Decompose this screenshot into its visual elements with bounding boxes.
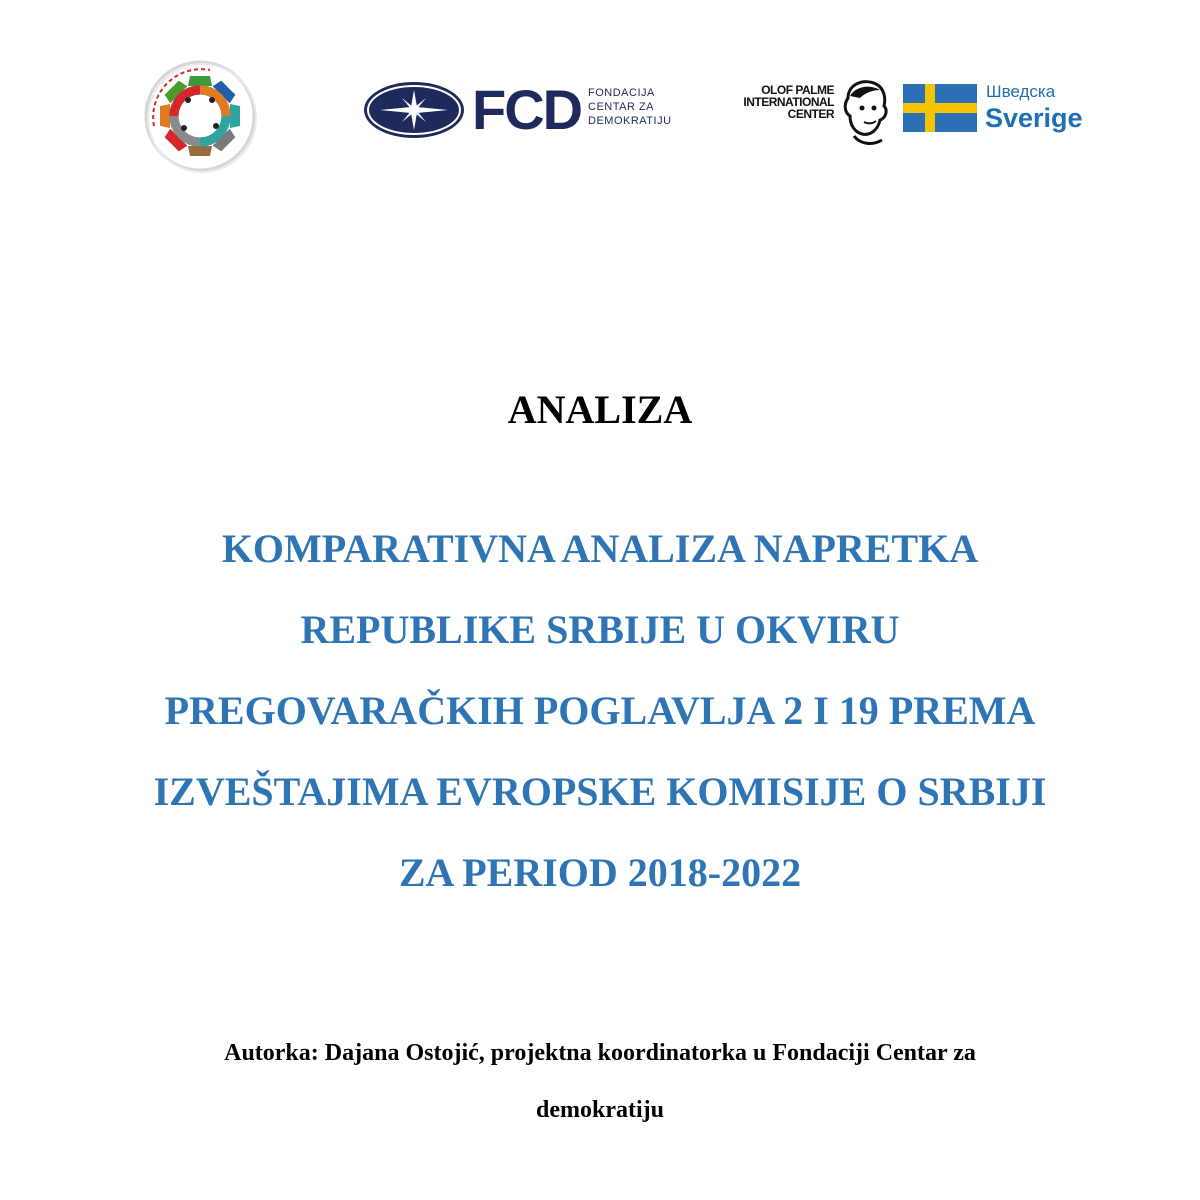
author-line: demokratiju bbox=[536, 1097, 664, 1123]
portrait-icon bbox=[834, 76, 894, 148]
fcd-subtitle-line: FONDACIJA bbox=[588, 87, 655, 99]
author-line: Autorka: Dajana Ostojić, projektna koordinatorka u Fondaciji Centar za bbox=[224, 1040, 976, 1066]
title-line: KOMPARATIVNA ANALIZA NAPRETKA bbox=[221, 526, 979, 571]
fcd-logo bbox=[362, 80, 692, 140]
document-title bbox=[60, 520, 1140, 925]
olof-palme-line: CENTER bbox=[787, 107, 834, 121]
fcd-subtitle-line: CENTAR ZA bbox=[588, 101, 655, 113]
olof-palme-wordmark bbox=[722, 84, 834, 120]
sweden-latin-label: Sverige bbox=[985, 103, 1083, 133]
olof-palme-line: OLOF PALME bbox=[761, 83, 834, 97]
gear-people-logo bbox=[140, 56, 260, 176]
logo-strip bbox=[0, 50, 1200, 180]
fcd-subtitle-line: DEMOKRATIJU bbox=[588, 115, 672, 127]
gear-logo-graphic bbox=[140, 56, 260, 176]
title-line: PREGOVARAČKIH POGLAVLJA 2 I 19 PREMA bbox=[164, 688, 1036, 733]
olof-palme-line: INTERNATIONAL bbox=[743, 95, 834, 109]
sweden-cyrillic-label: Шведска bbox=[986, 82, 1056, 101]
sweden-flag-icon bbox=[903, 84, 977, 132]
olof-palme-logo bbox=[722, 76, 892, 156]
fcd-star-emblem bbox=[362, 80, 467, 140]
sweden-logo bbox=[903, 82, 1103, 142]
fcd-subtitle bbox=[588, 86, 698, 128]
title-line: REPUBLIKE SRBIJE U OKVIRU bbox=[300, 607, 900, 652]
title-line: ZA PERIOD 2018-2022 bbox=[398, 850, 802, 895]
document-type-label: ANALIZA bbox=[507, 387, 693, 432]
fcd-wordmark: FCD bbox=[472, 78, 582, 141]
document-author bbox=[60, 1033, 1140, 1147]
title-line: IZVEŠTAJIMA EVROPSKE KOMISIJE O SRBIJI bbox=[153, 769, 1047, 814]
